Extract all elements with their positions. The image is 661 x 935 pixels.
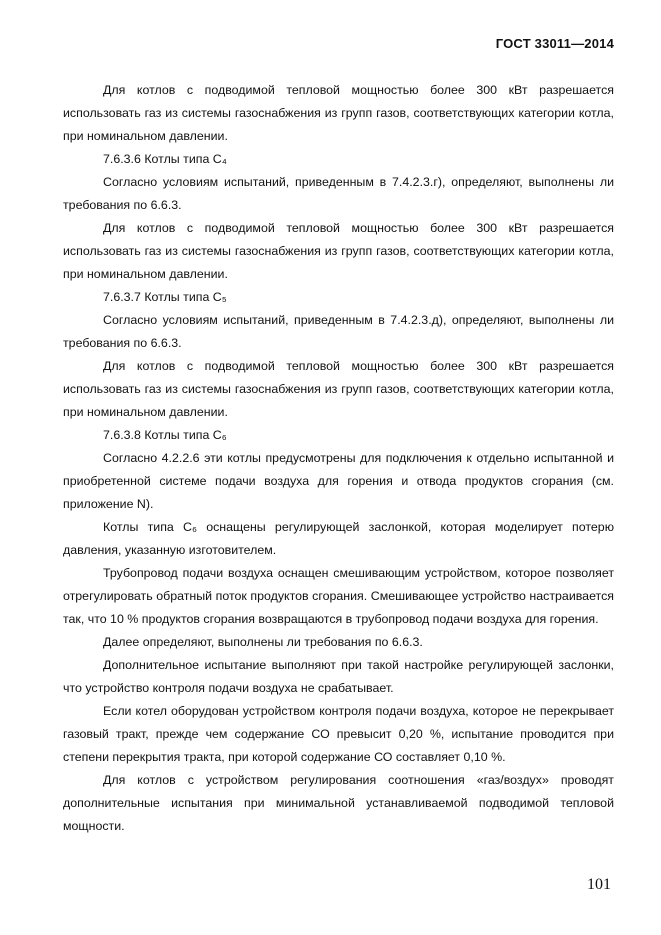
paragraph: Если котел оборудован устройством контроля подачи воздуха, которое не перекрывает газовый тракт, прежде чем содержание СО превысит 0,20 %, испытание проводится при степени перекрытия тракта, при которой содержание СО составляет 0,10 %.	[63, 704, 614, 764]
paragraph: Дополнительное испытание выполняют при такой настройке регулирующей заслонки, что устройство контроля подачи воздуха не срабатывает.	[63, 658, 614, 695]
document-body	[63, 79, 614, 838]
page-number: 101	[587, 876, 611, 893]
paragraph: Для котлов с подводимой тепловой мощностью более 300 кВт разрешается использовать газ из системы газоснабжения из групп газов, соответствующих категории котла, при номинальном давлении.	[63, 83, 614, 143]
section-heading: 7.6.3.8 Котлы типа С₆	[103, 428, 227, 442]
paragraph: Трубопровод подачи воздуха оснащен смешивающим устройством, которое позволяет отрегулировать обратный поток продуктов сгорания. Смешивающее устройство настраивается так, что 10 % продуктов сгорания возвращаются в трубопровод подачи воздуха для горения.	[63, 566, 614, 626]
section-heading: 7.6.3.6 Котлы типа С₄	[103, 152, 227, 166]
paragraph: Согласно условиям испытаний, приведенным в 7.4.2.3.г), определяют, выполнены ли требования по 6.6.3.	[63, 175, 614, 212]
document-header: ГОСТ 33011—2014	[495, 36, 614, 51]
paragraph: Далее определяют, выполнены ли требования по 6.6.3.	[103, 635, 423, 649]
section-heading: 7.6.3.7 Котлы типа С₅	[103, 290, 227, 304]
paragraph: Согласно 4.2.2.6 эти котлы предусмотрены для подключения к отдельно испытанной и приобретенной системе подачи воздуха для горения и отвода продуктов сгорания (см. приложение N).	[63, 451, 614, 511]
paragraph: Для котлов с подводимой тепловой мощностью более 300 кВт разрешается использовать газ из системы газоснабжения из групп газов, соответствующих категории котла, при номинальном давлении.	[63, 359, 614, 419]
paragraph: Согласно условиям испытаний, приведенным в 7.4.2.3.д), определяют, выполнены ли требования по 6.6.3.	[63, 313, 614, 350]
paragraph: Для котлов с устройством регулирования соотношения «газ/воздух» проводят дополнительные испытания при минимальной устанавливаемой подводимой тепловой мощности.	[63, 773, 614, 833]
paragraph: Котлы типа С₆ оснащены регулирующей заслонкой, которая моделирует потерю давления, указанную изготовителем.	[63, 520, 614, 557]
paragraph: Для котлов с подводимой тепловой мощностью более 300 кВт разрешается использовать газ из системы газоснабжения из групп газов, соответствующих категории котла, при номинальном давлении.	[63, 221, 614, 281]
